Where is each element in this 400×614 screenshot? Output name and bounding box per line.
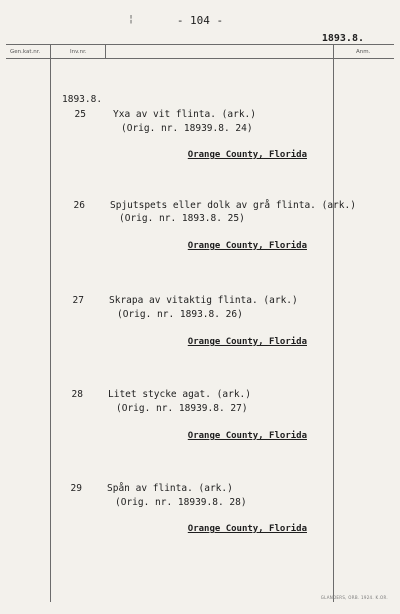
year-marker: 1893.8. xyxy=(62,94,103,105)
col-header-inv: Inv.nr. xyxy=(70,49,87,55)
entry-original-number: (Orig. nr. 1893.8. 25) xyxy=(119,213,245,224)
entry-location: Orange County, Florida xyxy=(187,524,307,534)
entry-number: 29 xyxy=(70,483,82,494)
entry-original-number: (Orig. nr. 18939.8. 27) xyxy=(116,403,248,414)
entry-location: Orange County, Florida xyxy=(187,241,307,251)
column-divider-left xyxy=(50,44,51,602)
entry-location: Orange County, Florida xyxy=(187,337,307,347)
entry-description: Skrapa av vitaktig flinta. (ark.) xyxy=(109,295,298,306)
column-divider-right xyxy=(333,44,334,602)
entry-original-number: (Orig. nr. 18939.8. 24) xyxy=(121,123,253,134)
entry-description: Yxa av vit flinta. (ark.) xyxy=(113,109,256,120)
entry-original-number: (Orig. nr. 1893.8. 26) xyxy=(117,309,243,320)
printer-imprint: GLANDERS, ORB. 1924. K.OR. xyxy=(320,595,388,600)
entry-original-number: (Orig. nr. 18939.8. 28) xyxy=(115,497,247,508)
column-divider-inv xyxy=(105,44,106,58)
entry-description: Spjutspets eller dolk av grå flinta. (ark.) xyxy=(110,200,356,211)
entry-location: Orange County, Florida xyxy=(187,150,307,160)
entry-number: 26 xyxy=(73,200,85,211)
top-rule xyxy=(6,44,394,45)
top-mark: ¦ xyxy=(128,14,135,25)
entry-location: Orange County, Florida xyxy=(187,431,307,441)
entry-number: 27 xyxy=(72,295,84,306)
entry-number: 25 xyxy=(74,109,86,120)
entry-number: 28 xyxy=(71,389,83,400)
entry-description: Spån av flinta. (ark.) xyxy=(107,483,233,494)
col-header-anm: Anm. xyxy=(356,49,371,55)
col-header-gen-kat: Gen.kat.nr. xyxy=(10,49,41,55)
header-rule xyxy=(6,58,394,59)
page-number: - 104 - xyxy=(176,14,224,27)
year-corner: 1893.8. xyxy=(321,33,364,44)
entry-description: Litet stycke agat. (ark.) xyxy=(108,389,251,400)
